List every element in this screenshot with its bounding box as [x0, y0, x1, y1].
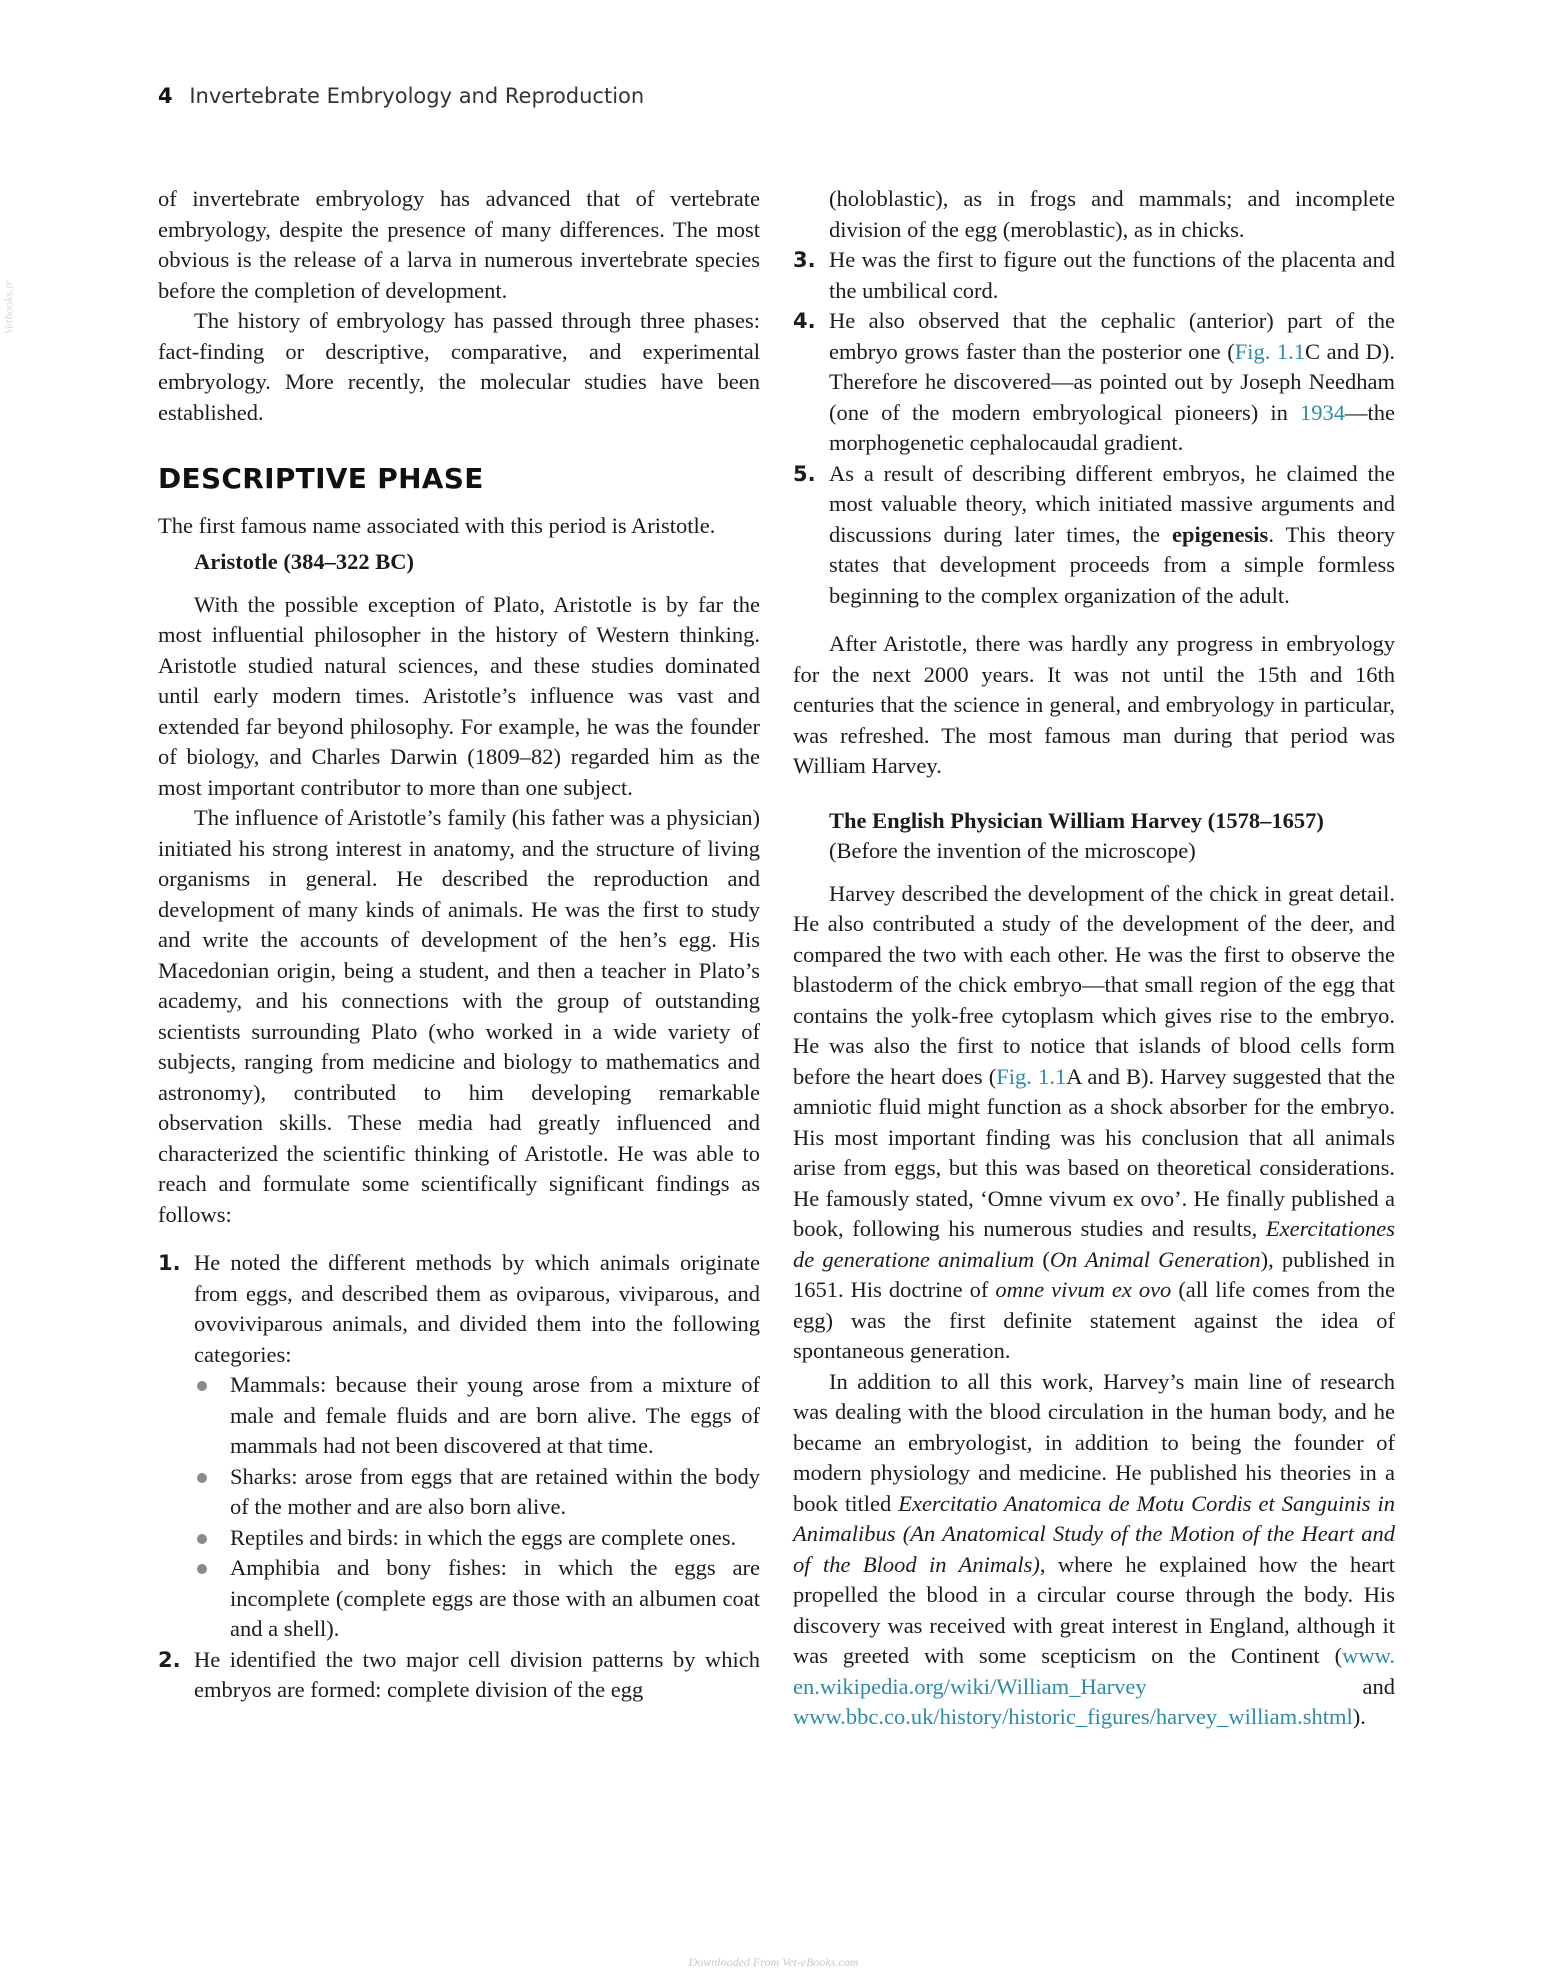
list-item	[793, 306, 1395, 459]
wikipedia-link[interactable]: www. en.wikipedia.org/wiki/William_Harvey	[793, 1643, 1395, 1699]
paragraph: After Aristotle, there was hardly any progress in embryology for the next 2000 years. It was not until the 15th and 16th centuries that the science in general, and embryology in particular, was refreshed. The most famous man during that period was William Harvey.	[793, 631, 1395, 778]
bullet-item	[194, 1553, 760, 1645]
paragraph: of invertebrate embryology has advanced that of vertebrate embryology, despite the presence of many differences. The most obvious is the release of a larva in numerous invertebrate species before the completion of development.	[158, 186, 760, 303]
item-number: 1.	[158, 1251, 181, 1275]
list-item	[793, 245, 1395, 306]
item-text: (holoblastic), as in frogs and mammals; and incomplete division of the egg (meroblastic), as in chicks.	[829, 186, 1395, 242]
item-text: As a result of describing different embryos, he claimed the most valuable theory, which initiated massive arguments and discussions during later times, the	[829, 460, 1395, 547]
item-number: 4.	[793, 309, 816, 333]
figure-link[interactable]: Fig. 1.1	[996, 1063, 1067, 1089]
bullet-item	[194, 1462, 760, 1523]
running-header	[158, 84, 644, 108]
item-text: . This theory states that development proceeds from a simple formless beginning to the complex organization of the adult.	[829, 521, 1395, 608]
item-text: He noted the different methods by which animals originate from eggs, and described them as oviparous, viviparous, and ovoviviparous animals, and divided them into the following categories:	[194, 1250, 760, 1367]
list-item	[158, 1645, 760, 1706]
subheading-note: (Before the invention of the microscope)	[829, 838, 1196, 863]
bullet-item	[194, 1523, 760, 1554]
item-number: 3.	[793, 248, 816, 272]
bullet-icon	[197, 1564, 207, 1574]
bullet-text: Mammals: because their young arose from a mixture of male and female fluids and are born alive. The eggs of mammals had not been discovered at that time.	[230, 1372, 760, 1458]
section-heading: DESCRIPTIVE PHASE	[158, 462, 484, 495]
paragraph: In addition to all this work, Harvey’s main line of research was dealing with the blood circulation in the human body, and he became an embryologist, in addition to being the founder of modern physiology and medicine. He published his theories in a book titled Exercitatio Anatomica de Motu Cordis et Sanguinis in Animalibus (An Anatomical Study of the Motion of the Heart and of the Blood in Animals), where he explained how the heart propelled the blood in a circular course through the body. His discovery was received with great interest in England, although it was greeted with some scepticism on the Continent (www. en.wikipedia.org/wiki/William_Harvey and www.bbc.co.uk/history/historic_figures/harvey_william.shtml).	[793, 1368, 1395, 1729]
item-number: 5.	[793, 461, 816, 486]
figure-link[interactable]: Fig. 1.1	[1234, 338, 1306, 364]
item-text: He also observed that the cephalic (anterior) part of the embryo grows faster than the posterior one (	[829, 308, 1395, 364]
running-title: Invertebrate Embryology and Reproduction	[189, 84, 645, 108]
paragraph: Harvey described the development of the chick in great detail. He also contributed a study of the development of the deer, and compared the two with each other. He was the first to observe the blastoderm of the chick embryo—that small region of the egg that contains the yolk-free cytoplasm which gives rise to the embryo. He was also the first to notice that islands of blood cells form before the heart does (Fig. 1.1A and B). Harvey suggested that the amniotic fluid might function as a shock absorber for the embryo. His most important finding was his conclusion that all animals arise from eggs, but this was based on theoretical considerations. He famously stated, ‘Omne vivum ex ovo’. He finally published a book, following his numerous studies and results, Exercitationes de generatione animalium (On Animal Generation), published in 1651. His doctrine of omne vivum ex ovo (all life comes from the egg) was the first definite statement against the idea of spontaneous generation.	[793, 880, 1396, 1363]
bullet-text: Sharks: arose from eggs that are retained within the body of the mother and are also born alive.	[230, 1463, 760, 1519]
item-number: 2.	[158, 1647, 181, 1672]
reference-link[interactable]: 1934	[1300, 399, 1345, 425]
findings-list-continued	[793, 184, 1395, 611]
bullet-item	[194, 1370, 760, 1462]
bullet-icon	[197, 1534, 207, 1544]
item-text: C and D). Therefore he discovered—as pointed out by Joseph Needham (one of the modern embryological pioneers) in	[829, 338, 1395, 425]
bold-term: epigenesis	[1172, 521, 1269, 547]
list-item	[158, 1248, 760, 1645]
side-watermark: Vetbooks.ir	[1, 280, 16, 335]
subheading-aristotle: Aristotle (384–322 BC)	[194, 549, 414, 574]
item-text: He was the first to figure out the functions of the placenta and the umbilical cord.	[829, 247, 1395, 303]
bullet-icon	[197, 1473, 207, 1483]
bullet-text: Amphibia and bony fishes: in which the eggs are incomplete (complete eggs are those with an albumen coat and a shell).	[230, 1555, 760, 1641]
paragraph: The history of embryology has passed through three phases: fact-finding or descriptive, comparative, and experimental embryology. More recently, the molecular studies have been established.	[158, 308, 760, 425]
item-text: —the morphogenetic cephalocaudal gradient.	[829, 399, 1395, 455]
bullet-list	[194, 1370, 760, 1645]
item-text: He identified the two major cell division patterns by which embryos are formed: complete division of the egg	[194, 1646, 760, 1702]
left-column	[158, 184, 760, 1706]
right-column	[793, 184, 1395, 1733]
footer-watermark: Downloaded From Vet-eBooks.com	[688, 1955, 859, 1969]
bbc-link[interactable]: www.bbc.co.uk/history/historic_figures/harvey_william.shtml	[793, 1704, 1353, 1729]
page-number: 4	[158, 84, 173, 108]
paragraph: The influence of Aristotle’s family (his father was a physician) initiated his strong interest in anatomy, and the structure of living organisms in general. He described the reproduction and development of many kinds of animals. He was the first to study and write the accounts of development of the hen’s egg. His Macedonian origin, being a student, and then a teacher in Plato’s academy, and his connections with the group of outstanding scientists surrounding Plato (who worked in a wide variety of subjects, ranging from medicine and biology to mathematics and astronomy), contributed to him developing remarkable observation skills. These media had greatly influenced and characterized the scientific thinking of Aristotle. He was able to reach and formulate some scientifically significant findings as follows:	[158, 805, 760, 1227]
paragraph: The first famous name associated with this period is Aristotle.	[158, 512, 716, 538]
paragraph: With the possible exception of Plato, Aristotle is by far the most influential philosopher in the history of Western thinking. Aristotle studied natural sciences, and these studies dominated until early modern times. Aristotle’s influence was vast and extended far beyond philosophy. For example, he was the founder of biology, and Charles Darwin (1809–82) regarded him as the most important contributor to more than one subject.	[158, 591, 760, 800]
subheading-harvey: The English Physician William Harvey (1578–1657)	[829, 807, 1324, 833]
findings-list	[158, 1248, 760, 1706]
list-item	[793, 459, 1395, 612]
bullet-text: Reptiles and birds: in which the eggs are complete ones.	[230, 1524, 737, 1550]
bullet-icon	[197, 1381, 207, 1391]
list-item	[793, 184, 1395, 245]
